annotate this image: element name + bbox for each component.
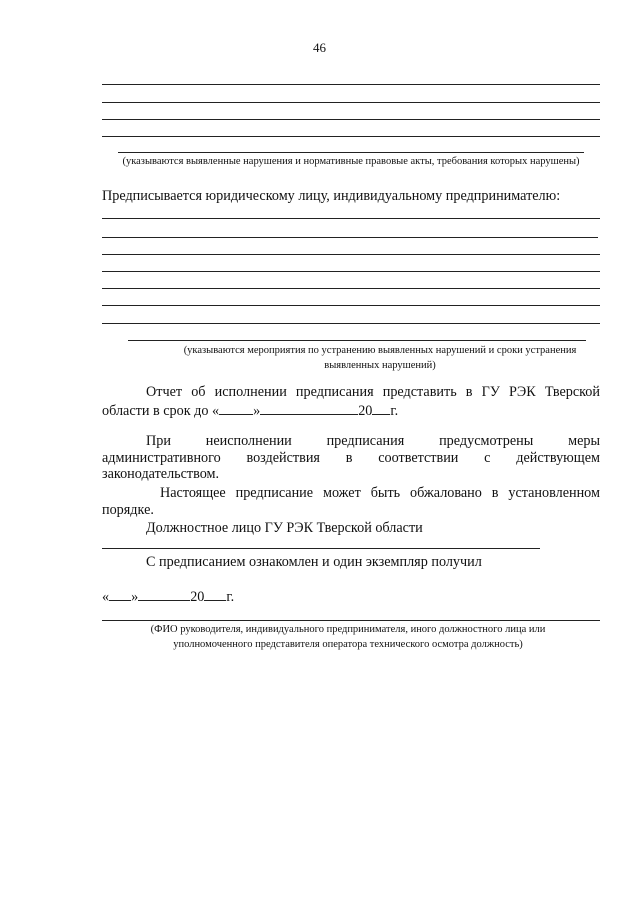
blank-line xyxy=(102,305,600,306)
official-signature-line xyxy=(102,548,540,549)
acknowledged-text: С предписанием ознакомлен и один экземпляр получил xyxy=(146,554,482,570)
blank-line xyxy=(102,254,600,255)
prescribed-to-heading: Предписывается юридическому лицу, индивидуальному предпринимателю: xyxy=(102,188,561,204)
blank-line xyxy=(102,323,600,324)
blank-line xyxy=(102,237,598,238)
date-close-quote: » xyxy=(131,589,139,605)
caption-measures-line1: (указываются мероприятия по устранению выявленных нарушений и сроки устранения xyxy=(183,345,577,356)
word: При xyxy=(146,433,171,449)
date-open-quote: « xyxy=(102,589,110,605)
blank-line xyxy=(118,152,584,153)
date-suffix: г. xyxy=(226,589,235,605)
blank-line xyxy=(102,119,600,120)
word: неисполнении xyxy=(205,433,292,449)
noncompliance-line1 xyxy=(146,433,600,450)
year-blank xyxy=(204,588,226,601)
blank-line xyxy=(128,340,586,341)
report-line2 xyxy=(102,402,398,420)
report-line1: Отчет об исполнении предписания представить в ГУ РЭК Тверской xyxy=(146,384,600,400)
word: административного xyxy=(102,450,221,466)
caption-signature-line1: (ФИО руководителя, индивидуального предпринимателя, иного должностного лица или xyxy=(150,624,546,635)
blank-line xyxy=(102,288,600,289)
report-year-suffix: г. xyxy=(390,403,399,419)
blank-line xyxy=(102,84,600,85)
month-blank xyxy=(138,588,190,601)
word: воздействия xyxy=(246,450,320,466)
blank-line xyxy=(102,271,600,272)
word: меры xyxy=(568,433,600,449)
report-date-close-quote: » xyxy=(253,403,261,419)
date-line xyxy=(102,588,234,606)
appeal-line1: Настоящее предписание может быть обжаловано в установленном xyxy=(160,485,600,501)
day-blank xyxy=(109,588,131,601)
word: предписания xyxy=(326,433,405,449)
word: соответствии xyxy=(378,450,459,466)
caption-measures-line2: выявленных нарушений) xyxy=(324,360,436,371)
date-year: 20 xyxy=(190,589,205,605)
month-blank xyxy=(260,402,358,415)
blank-line xyxy=(102,102,600,103)
noncompliance-line3: законодательством. xyxy=(102,466,220,482)
signature-line xyxy=(102,620,600,621)
caption-signature-line2: уполномоченного представителя оператора технического осмотра должность) xyxy=(173,639,523,650)
word: действующем xyxy=(516,450,600,466)
page-number: 46 xyxy=(313,40,326,55)
word: в xyxy=(345,450,353,466)
blank-line xyxy=(102,136,600,137)
day-blank xyxy=(219,402,253,415)
appeal-line2: порядке. xyxy=(102,502,154,518)
official-title: Должностное лицо ГУ РЭК Тверской области xyxy=(146,520,423,536)
word: с xyxy=(484,450,491,466)
word: предусмотрены xyxy=(439,433,534,449)
year-blank xyxy=(372,402,390,415)
caption-violations: (указываются выявленные нарушения и нормативные правовые акты, требования которых нарушены) xyxy=(122,156,580,167)
blank-line xyxy=(102,218,600,219)
report-date-prefix: области в срок до « xyxy=(102,403,220,419)
report-year: 20 xyxy=(358,403,373,419)
noncompliance-line2 xyxy=(102,450,600,467)
